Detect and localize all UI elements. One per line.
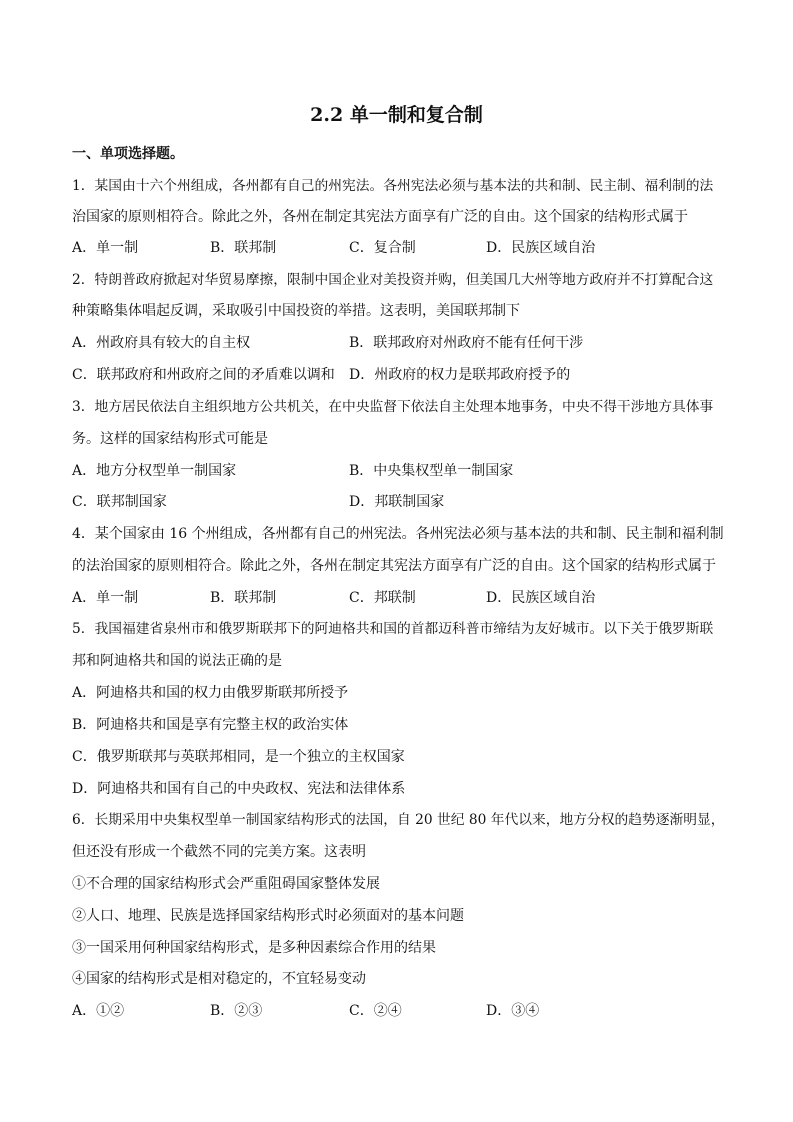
question-5-option-b: B．阿迪格共和国是享有完整主权的政治实体 — [72, 717, 349, 733]
question-2-option-c: C．联邦政府和州政府之间的矛盾难以调和 — [72, 367, 335, 383]
question-5-line-1: 5．我国福建省泉州市和俄罗斯联邦下的阿迪格共和国的首都迈科普市缔结为友好城市。以下关于俄罗斯联 — [72, 621, 714, 637]
question-6-statement-3: ③一国采用何种国家结构形式，是多种因素综合作用的结果 — [72, 940, 436, 956]
question-2-option-a: A．州政府具有较大的自主权 — [72, 335, 251, 351]
question-6-option-b: B．②③ — [210, 1003, 263, 1019]
question-2-option-d: D．州政府的权力是联邦政府授予的 — [349, 367, 571, 383]
question-2-line-1: 2．特朗普政府掀起对华贸易摩擦，限制中国企业对美投资并购，但美国几大州等地方政府并不打算配合这 — [72, 272, 714, 288]
question-6-line-1: 6．长期采用中央集权型单一制国家结构形式的法国，自 20 世纪 80 年代以来，地方分权的趋势逐渐明显， — [72, 812, 725, 828]
question-6-statement-2: ②人口、地理、民族是选择国家结构形式时必须面对的基本问题 — [72, 908, 464, 924]
question-4-line-2: 的法治国家的原则相符合。除此之外，各州在制定其宪法方面享有广泛的自由。这个国家的结构形式属于 — [72, 558, 716, 574]
question-3-option-a: A．地方分权型单一制国家 — [72, 463, 237, 479]
question-6-line-2: 但还没有形成一个截然不同的完美方案。这表明 — [72, 844, 366, 860]
question-4-line-1: 4．某个国家由 16 个州组成，各州都有自己的州宪法。各州宪法必须与基本法的共和制、民主制和福利制 — [72, 526, 724, 542]
question-3-line-1: 3．地方居民依法自主组织地方公共机关，在中央监督下依法自主处理本地事务，中央不得干涉地方具体事 — [72, 399, 714, 415]
question-1-option-d: D．民族区域自治 — [486, 240, 596, 256]
question-3-option-d: D．邦联制国家 — [349, 494, 445, 510]
question-6-option-d: D．③④ — [486, 1003, 540, 1019]
question-4-option-a: A．单一制 — [72, 590, 139, 606]
question-1-option-c: C．复合制 — [349, 240, 416, 256]
question-4-option-c: C．邦联制 — [349, 590, 416, 606]
question-4-option-b: B．联邦制 — [210, 590, 277, 606]
question-1-line-2: 治国家的原则相符合。除此之外，各州在制定其宪法方面享有广泛的自由。这个国家的结构形式属于 — [72, 209, 688, 225]
question-6-statement-1: ①不合理的国家结构形式会严重阻碍国家整体发展 — [72, 876, 380, 892]
question-6-statement-4: ④国家的结构形式是相对稳定的，不宜轻易变动 — [72, 971, 366, 987]
question-5-option-c: C．俄罗斯联邦与英联邦相同，是一个独立的主权国家 — [72, 749, 405, 765]
question-1-option-a: A．单一制 — [72, 240, 139, 256]
question-2-line-2: 种策略集体唱起反调，采取吸引中国投资的举措。这表明，美国联邦制下 — [72, 303, 520, 319]
page-title: 2.2 单一制和复合制 — [310, 104, 483, 126]
question-1-option-b: B．联邦制 — [210, 240, 277, 256]
question-4-option-d: D．民族区域自治 — [486, 590, 596, 606]
question-3-option-c: C．联邦制国家 — [72, 494, 167, 510]
question-2-option-b: B．联邦政府对州政府不能有任何干涉 — [349, 335, 584, 351]
question-3-option-b: B．中央集权型单一制国家 — [349, 463, 514, 479]
question-5-line-2: 邦和阿迪格共和国的说法正确的是 — [72, 653, 282, 669]
question-5-option-a: A．阿迪格共和国的权力由俄罗斯联邦所授予 — [72, 685, 349, 701]
question-3-line-2: 务。这样的国家结构形式可能是 — [72, 431, 268, 447]
question-6-option-c: C．②④ — [349, 1003, 402, 1019]
question-6-option-a: A．①② — [72, 1003, 125, 1019]
question-5-option-d: D．阿迪格共和国有自己的中央政权、宪法和法律体系 — [72, 781, 406, 797]
section-heading: 一、单项选择题。 — [72, 146, 184, 162]
question-1-line-1: 1．某国由十六个州组成，各州都有自己的州宪法。各州宪法必须与基本法的共和制、民主制、福利制的法 — [72, 178, 714, 194]
